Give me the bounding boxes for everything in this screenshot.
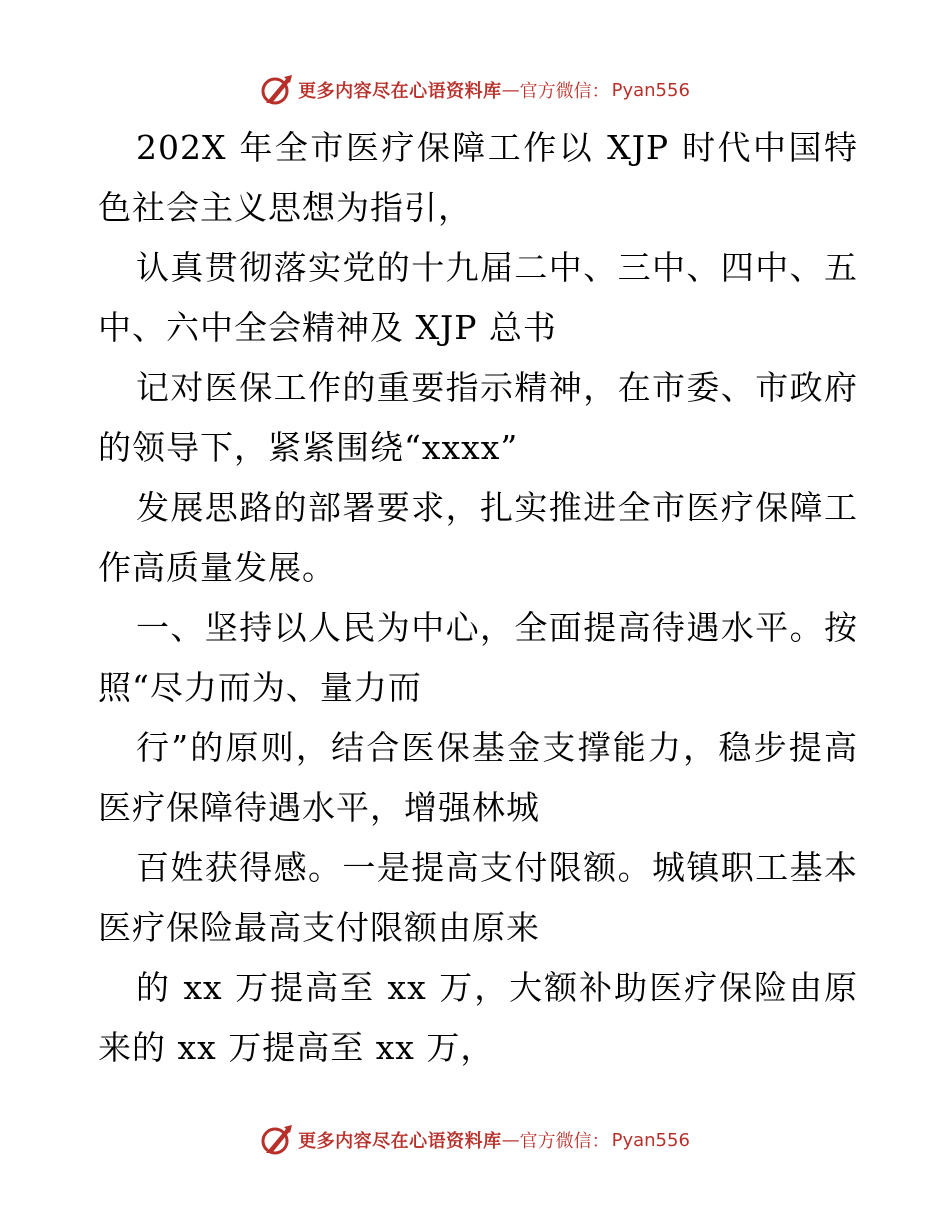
watermark-brand-text: 更多内容尽在心语资料库 (298, 81, 502, 102)
quill-pen-circle-icon (260, 73, 294, 107)
paragraph: 记对医保工作的重要指示精神，在市委、市政府的领导下，紧紧围绕“xxxx” (98, 368, 858, 467)
watermark-account: Pyan556 (611, 1129, 690, 1151)
watermark-wechat-label: 官方微信： (519, 81, 610, 102)
paragraph: 行”的原则，结合医保基金支撑能力，稳步提高医疗保障待遇水平，增强林城 (98, 728, 858, 827)
watermark-wechat-label: 官方微信： (519, 1131, 610, 1152)
paragraph: 202X 年全市医疗保障工作以 XJP 时代中国特色社会主义思想为指引， (98, 128, 858, 227)
paragraph: 的 xx 万提高至 xx 万，大额补助医疗保险由原来的 xx 万提高至 xx 万， (98, 968, 858, 1067)
watermark-account: Pyan556 (611, 79, 690, 101)
quill-pen-circle-icon (260, 1123, 294, 1157)
paragraph: 百姓获得感。一是提高支付限额。城镇职工基本医疗保险最高支付限额由原来 (98, 848, 858, 947)
watermark-brand-text: 更多内容尽在心语资料库 (298, 1131, 502, 1152)
paragraph: 发展思路的部署要求，扎实推进全市医疗保障工作高质量发展。 (98, 488, 858, 587)
document-body (98, 118, 858, 1078)
watermark-footer (0, 1120, 950, 1160)
paragraph: 认真贯彻落实党的十九届二中、三中、四中、五中、六中全会精神及 XJP 总书 (98, 248, 858, 347)
watermark-separator: — (501, 79, 520, 101)
paragraph: 一、坚持以人民为中心，全面提高待遇水平。按照“尽力而为、量力而 (98, 608, 858, 707)
watermark-header (0, 70, 950, 110)
watermark-separator: — (501, 1129, 520, 1151)
